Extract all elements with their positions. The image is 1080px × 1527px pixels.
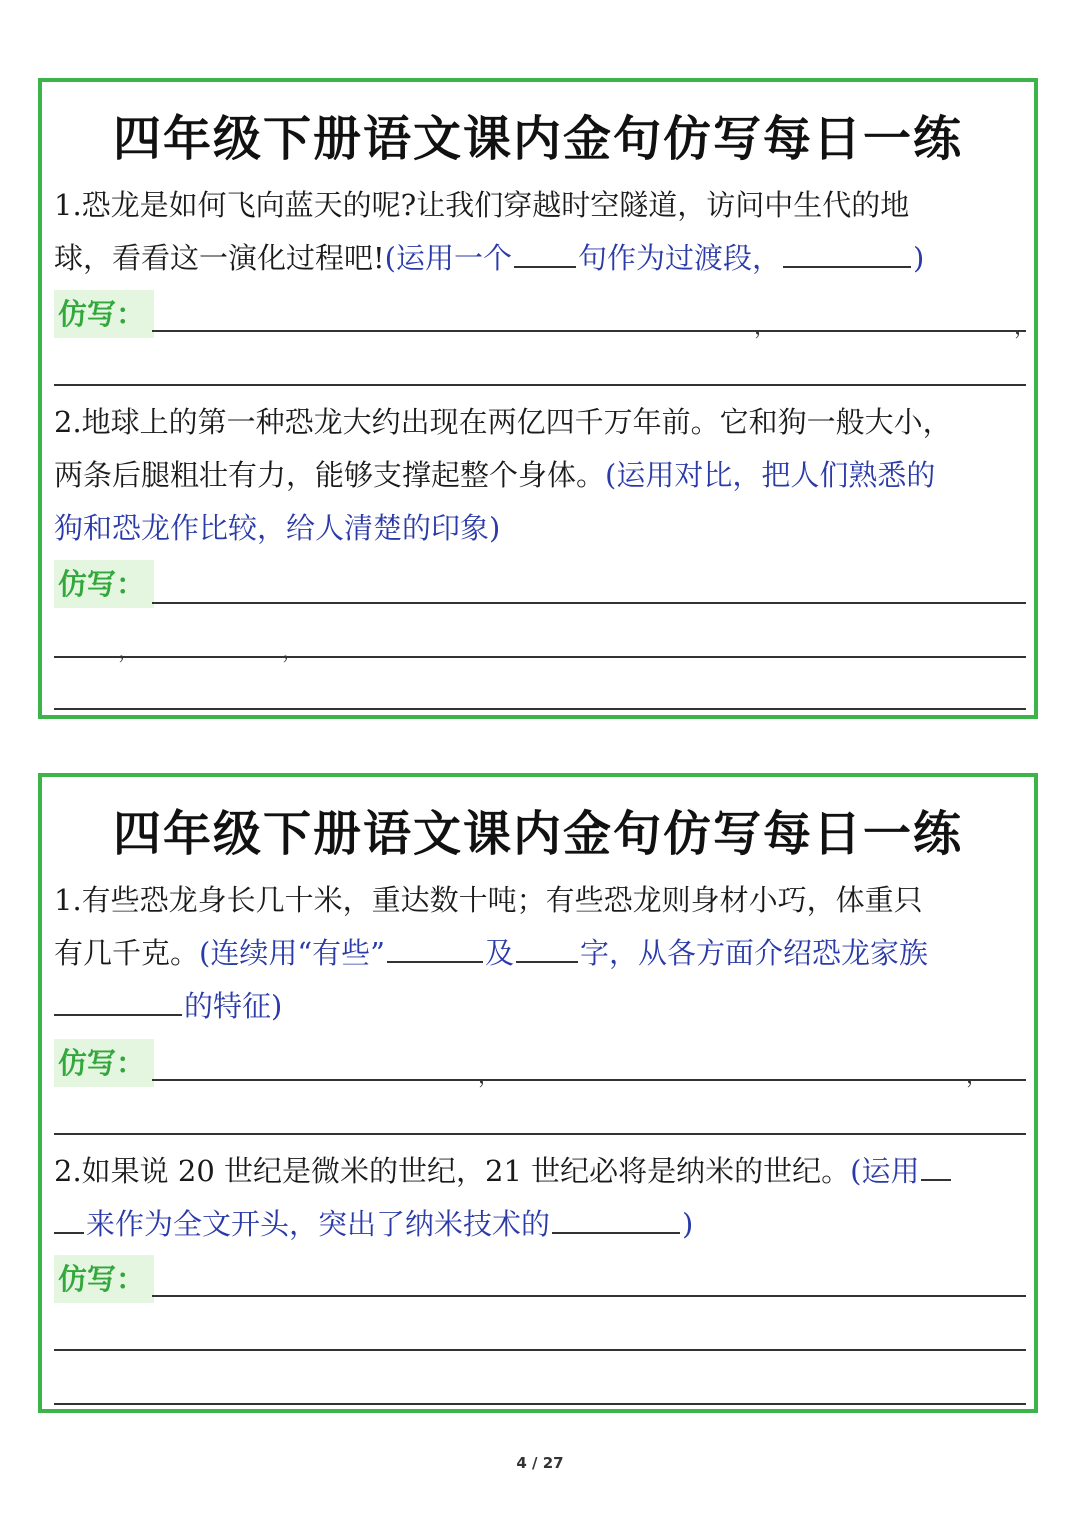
comma-mark: ，: [966, 1064, 989, 1089]
question-1-line-2: [54, 238, 924, 278]
question-1-text: 球，看看这一演化过程吧!: [54, 241, 385, 275]
answer-line[interactable]: [54, 1403, 1026, 1405]
question-1-hint-d: 的特征): [184, 989, 283, 1023]
question-1-hint-c: ): [913, 241, 925, 275]
comma-mark: ，: [754, 315, 777, 340]
answer-line[interactable]: [152, 1295, 1026, 1297]
answer-blank[interactable]: [54, 988, 182, 1016]
question-1-hint-a: (连续用“有些”: [199, 936, 385, 970]
answer-line[interactable]: [54, 708, 1026, 710]
answer-line[interactable]: [152, 1079, 1026, 1081]
question-2-text: 两条后腿粗壮有力，能够支撑起整个身体。: [54, 458, 606, 492]
comma-mark: ，: [1014, 315, 1037, 340]
imitation-label: 仿写：: [54, 560, 154, 608]
answer-line[interactable]: [152, 602, 1026, 604]
answer-blank[interactable]: [552, 1206, 680, 1234]
imitation-label: 仿写：: [54, 1039, 154, 1087]
exercise-card-2: [38, 773, 1038, 1413]
question-2-line-2: [54, 455, 935, 495]
imitation-label: 仿写：: [54, 290, 154, 338]
card-title: 四年级下册语文课内金句仿写每日一练: [112, 111, 963, 167]
question-2-hint: (运用对比，把人们熟悉的: [605, 458, 936, 492]
comma-mark: ，: [478, 1064, 501, 1089]
answer-line[interactable]: [54, 384, 1026, 386]
question-2-hint-a: (运用: [850, 1154, 920, 1188]
exercise-card-1: [38, 78, 1038, 719]
answer-line[interactable]: [152, 330, 1026, 332]
answer-line[interactable]: [54, 656, 1026, 658]
answer-blank[interactable]: [387, 935, 483, 963]
question-1-line-2: [54, 933, 928, 973]
question-2-line-2: [54, 1204, 693, 1244]
question-1-hint-b: 句作为过渡段，: [577, 241, 781, 275]
question-1-hint-c: 字，从各方面介绍恐龙家族: [580, 936, 929, 970]
question-1-text: 有几千克。: [54, 936, 200, 970]
question-1-line-3: [54, 986, 282, 1026]
answer-line[interactable]: [54, 1349, 1026, 1351]
card-title: 四年级下册语文课内金句仿写每日一练: [112, 806, 963, 862]
answer-blank[interactable]: [921, 1153, 951, 1181]
question-1-hint-b: 及: [484, 936, 514, 970]
answer-blank[interactable]: [516, 935, 578, 963]
answer-blank[interactable]: [54, 1206, 84, 1234]
question-1-hint-a: (运用一个: [384, 241, 512, 275]
imitation-label: 仿写：: [54, 1255, 154, 1303]
question-2-line-1: [54, 1151, 953, 1191]
comma-mark: ，: [282, 639, 305, 664]
page-number: 4 / 27: [516, 1454, 564, 1472]
answer-blank[interactable]: [783, 240, 911, 268]
question-2-line-1: 2.地球上的第一种恐龙大约出现在两亿四千万年前。它和狗一般大小，: [54, 405, 952, 439]
question-1-line-1: 1.恐龙是如何飞向蓝天的呢?让我们穿越时空隧道，访问中生代的地: [54, 188, 910, 222]
question-2-hint-b: 来作为全文开头，突出了纳米技术的: [86, 1207, 551, 1241]
answer-blank[interactable]: [514, 240, 576, 268]
question-2-text: 2.如果说 20 世纪是微米的世纪，21 世纪必将是纳米的世纪。: [54, 1154, 851, 1188]
question-1-line-1: 1.有些恐龙身长几十米，重达数十吨；有些恐龙则身材小巧，体重只: [54, 883, 923, 917]
question-2-hint-c: ): [682, 1207, 694, 1241]
comma-mark: ，: [118, 639, 141, 664]
question-2-line-3: 狗和恐龙作比较，给人清楚的印象): [54, 511, 501, 545]
answer-line[interactable]: [54, 1133, 1026, 1135]
